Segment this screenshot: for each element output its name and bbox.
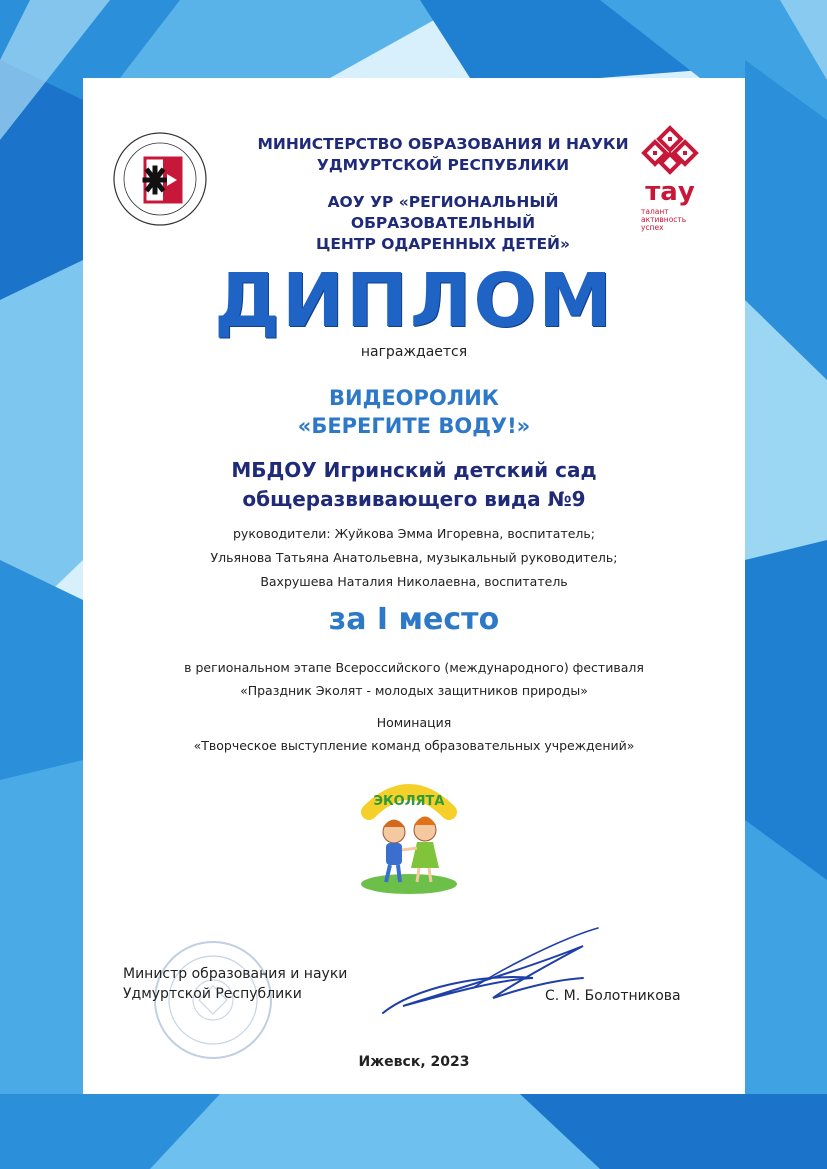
mascot-word: ЭКОЛЯТА — [373, 794, 445, 809]
center-line-1: АОУ УР «РЕГИОНАЛЬНЫЙ ОБРАЗОВАТЕЛЬНЫЙ — [327, 193, 559, 232]
place-award: за I место — [328, 602, 500, 637]
ministry-line-1: МИНИСТЕРСТВО ОБРАЗОВАНИЯ И НАУКИ — [257, 135, 629, 153]
nomination-value: «Творческое выступление команд образовательных учреждений» — [193, 738, 635, 753]
udmurt-republic-emblem-icon — [109, 128, 211, 230]
tau-ornament-icon — [635, 124, 705, 178]
organization-line-1: МБДОУ Игринский детский сад — [231, 458, 597, 482]
festival-description — [83, 656, 745, 702]
tau-logo — [635, 124, 705, 234]
nomination-label: Номинация — [376, 715, 452, 730]
work-title-line-1: ВИДЕОРОЛИК — [329, 386, 499, 410]
ministry-line-2: УДМУРТСКОЙ РЕСПУБЛИКИ — [316, 156, 570, 174]
work-title — [83, 384, 745, 440]
festival-line-2: «Праздник Эколят - молодых защитников природы» — [240, 683, 588, 698]
tau-tagline-3: успех — [641, 223, 664, 232]
signer-name: С. М. Болотникова — [545, 988, 681, 1004]
ekolyata-mascot-icon — [339, 772, 479, 897]
tau-tagline-2: активность — [641, 215, 687, 224]
diploma-title: ДИПЛОМ — [214, 258, 614, 344]
handwritten-signature — [373, 918, 613, 1028]
diploma-sheet — [83, 78, 745, 1094]
position-line-1: Министр образования и науки — [123, 966, 348, 982]
leader-line-2: Ульянова Татьяна Анатольевна, музыкальный руководитель; — [210, 550, 618, 565]
work-title-line-2: «БЕРЕГИТЕ ВОДУ!» — [297, 414, 531, 438]
signature-position — [123, 964, 347, 1004]
leader-line-3: Вахрушева Наталия Николаевна, воспитатель — [260, 574, 568, 589]
organization-line-2: общеразвивающего вида №9 — [242, 487, 586, 511]
organization-name — [83, 456, 745, 514]
awarded-text: награждается — [360, 344, 468, 360]
ministry-heading — [233, 134, 653, 255]
tau-tagline — [641, 208, 701, 232]
place-date: Ижевск, 2023 — [358, 1054, 470, 1070]
nomination — [83, 711, 745, 757]
tau-tagline-1: талант — [641, 207, 669, 216]
festival-line-1: в региональном этапе Всероссийского (международного) фестиваля — [184, 660, 644, 675]
leader-line-1: руководители: Жуйкова Эмма Игоревна, воспитатель; — [233, 526, 595, 541]
center-line-2: ЦЕНТР ОДАРЕННЫХ ДЕТЕЙ» — [315, 235, 571, 253]
tau-word: тау — [645, 177, 695, 207]
position-line-2: Удмуртской Республики — [123, 986, 302, 1002]
leaders-list — [83, 522, 745, 594]
